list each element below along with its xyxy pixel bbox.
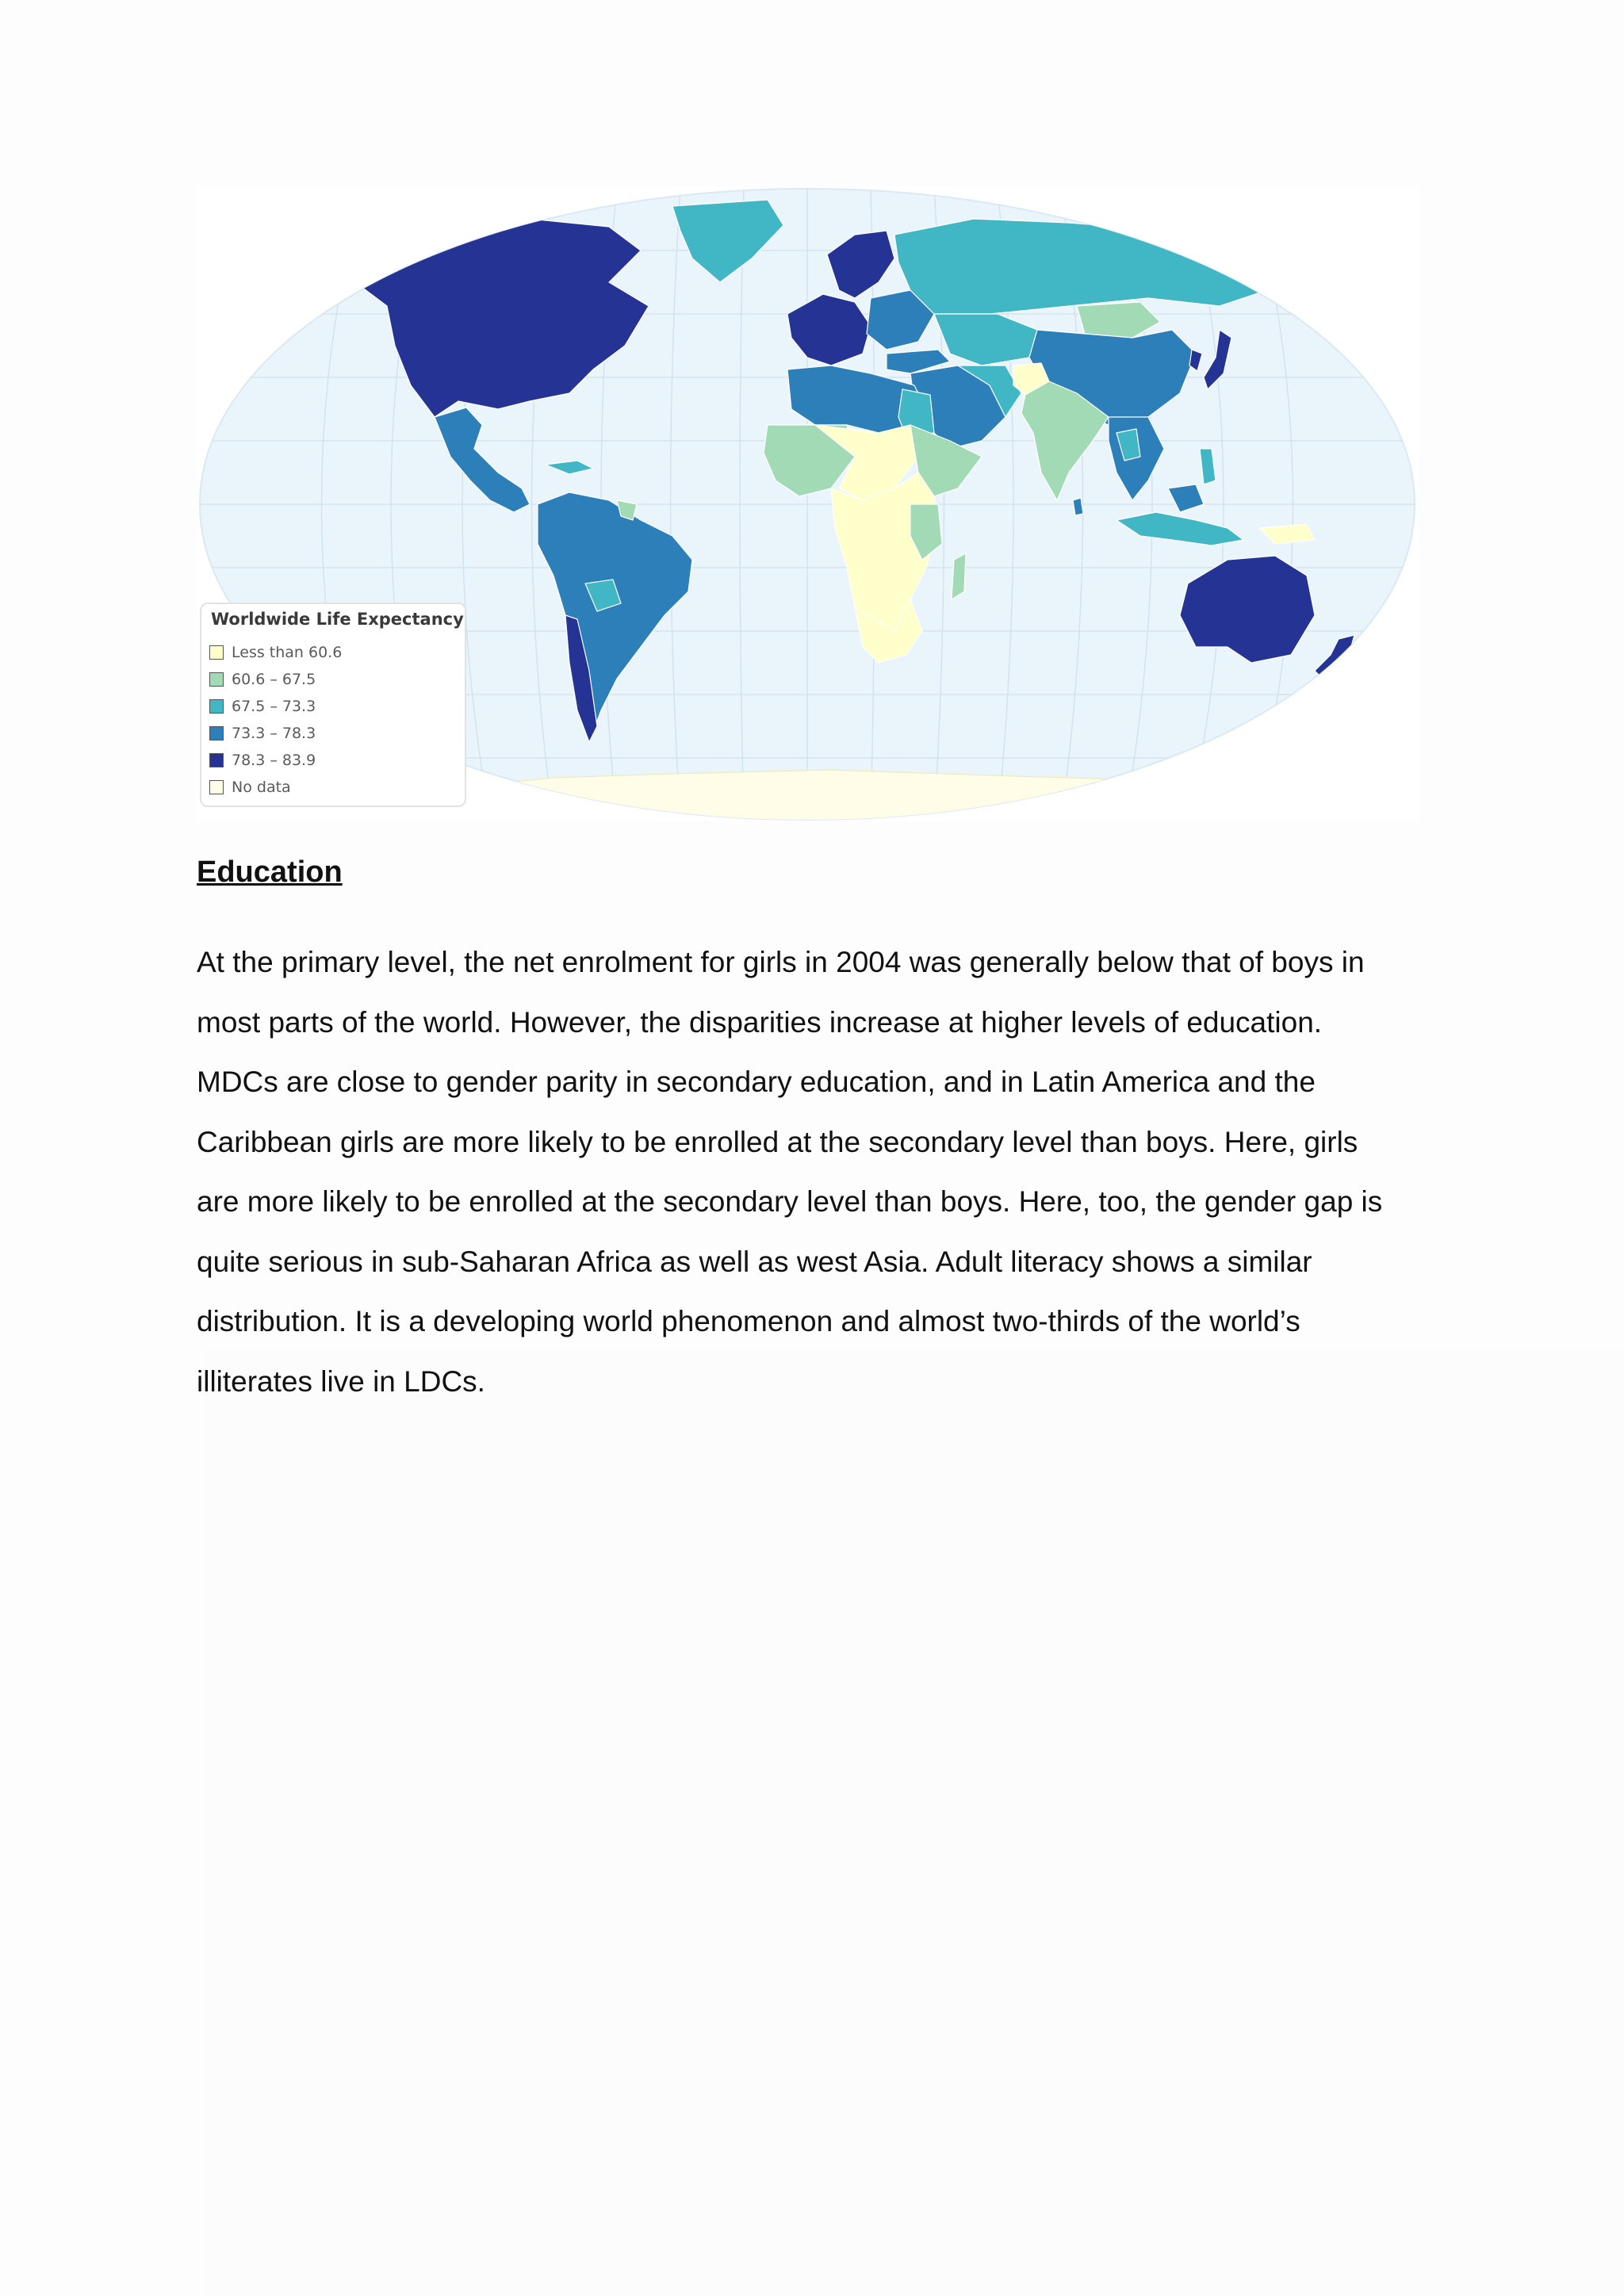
body-line: are more likely to be enrolled at the secondary level than boys. Here, too, the gender gap is [197, 1185, 1383, 1218]
legend-label: Less than 60.6 [232, 644, 343, 661]
section-heading: Education [197, 855, 343, 889]
body-line: At the primary level, the net enrolment for girls in 2004 was generally below that of boys in [197, 946, 1365, 978]
legend-item [209, 774, 465, 801]
body-paragraph [197, 932, 1434, 1411]
legend-item [209, 639, 465, 666]
body-line: distribution. It is a developing world phenomenon and almost two-thirds of the world’s [197, 1305, 1300, 1337]
map-legend [200, 603, 466, 807]
legend-swatch [209, 780, 224, 794]
legend-swatch [209, 699, 224, 714]
legend-items [209, 639, 465, 801]
region-sri-lanka [1073, 498, 1083, 515]
legend-label: 73.3 – 78.3 [232, 725, 316, 742]
legend-title: Worldwide Life Expectancy [211, 610, 464, 629]
body-line: most parts of the world. However, the disparities increase at higher levels of education. [197, 1005, 1323, 1039]
legend-item [209, 747, 465, 774]
legend-swatch [209, 672, 224, 687]
legend-label: 78.3 – 83.9 [232, 752, 316, 769]
legend-item [209, 666, 465, 693]
legend-item [209, 693, 465, 720]
body-line: quite serious in sub-Saharan Africa as well as west Asia. Adult literacy shows a similar [197, 1245, 1312, 1278]
body-line: MDCs are close to gender parity in secondary education, and in Latin America and the [197, 1066, 1316, 1098]
body-line: illiterates live in LDCs. [197, 1364, 485, 1398]
legend-swatch [209, 726, 224, 740]
legend-label: 60.6 – 67.5 [232, 671, 316, 688]
legend-label: 67.5 – 73.3 [232, 698, 316, 715]
legend-swatch [209, 753, 224, 767]
legend-label: No data [232, 779, 291, 796]
body-line: Caribbean girls are more likely to be enrolled at the secondary level than boys. Here, girls [197, 1125, 1358, 1158]
education-section [197, 848, 1434, 1411]
legend-swatch [209, 645, 224, 660]
legend-item [209, 720, 465, 747]
page-background [205, 1348, 1624, 2296]
